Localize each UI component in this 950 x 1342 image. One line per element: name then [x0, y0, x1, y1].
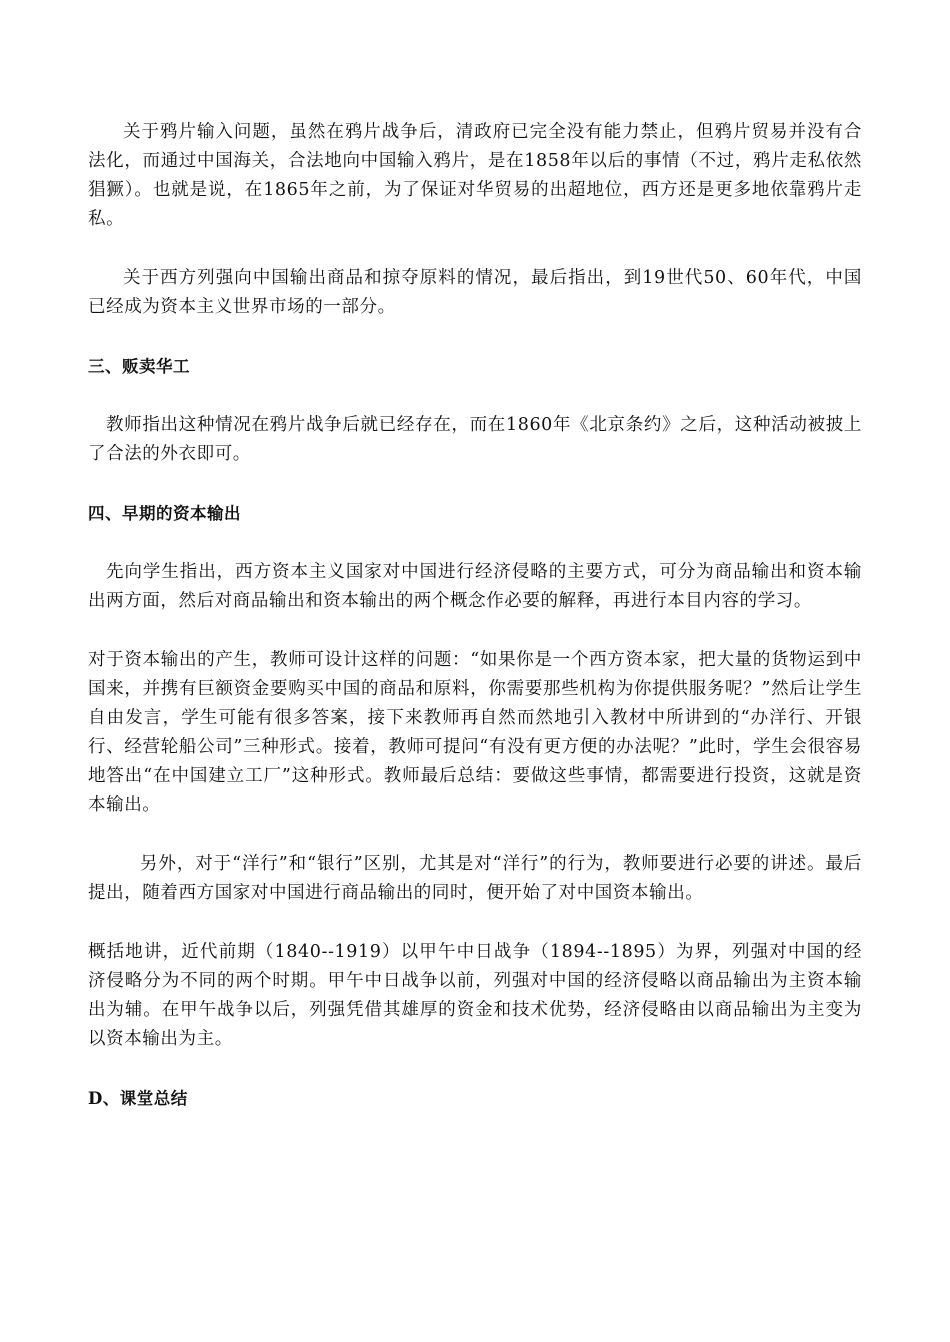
- paragraph-gap: [88, 234, 862, 264]
- paragraph-capital-export-question: 对于资本输出的产生，教师可设计这样的问题：“如果你是一个西方资本家，把大量的货物运到中国来，并携有巨额资金要购买中国的商品和原料，你需要那些机构为你提供服务呢？”然后让学生自由发言，学生可能有很多答案，接下来教师再自然而然地引入教材中所讲到的“办洋行、开银行、经营轮船公司”三种形式。接着，教师可提问“有没有更方便的办法呢？”此时，学生会很容易地答出“在中国建立工厂”这种形式。教师最后总结：要做这些事情，都需要进行投资，这就是资本输出。: [88, 650, 862, 815]
- paragraph-gap: [88, 908, 862, 938]
- document-body: [88, 118, 862, 1113]
- section-heading-capital-export: 四、早期的资本输出: [88, 504, 241, 523]
- paragraph-gap: [88, 322, 862, 352]
- paragraph-gap: [88, 820, 862, 850]
- paragraph-gap: [88, 1054, 862, 1084]
- section-heading-coolie-trade: 三、贩卖华工: [88, 357, 190, 376]
- paragraph-opium-import: 关于鸦片输入问题，虽然在鸦片战争后，清政府已完全没有能力禁止，但鸦片贸易并没有合法化，而通过中国海关，合法地向中国输入鸦片，是在1858年以后的事情（不过，鸦片走私依然猖獗）。也就是说，在1865年之前，为了保证对华贸易的出超地位，西方还是更多地依靠鸦片走私。: [88, 122, 862, 229]
- paragraph-foreign-firms-banks: 另外，对于“洋行”和“银行”区别，尤其是对“洋行”的行为，教师要进行必要的讲述。最后提出，随着西方国家对中国进行商品输出的同时，便开始了对中国资本输出。: [88, 854, 862, 903]
- paragraph-gap: [88, 616, 862, 646]
- paragraph-gap: [88, 528, 862, 558]
- section-heading-class-summary: D、课堂总结: [88, 1089, 188, 1108]
- paragraph-gap: [88, 381, 862, 411]
- paragraph-coolie-trade: 教师指出这种情况在鸦片战争后就已经存在，而在1860年《北京条约》之后，这种活动被披上了合法的外衣即可。: [88, 415, 862, 464]
- paragraph-summary-periods: 概括地讲，近代前期（1840--1919）以甲午中日战争（1894--1895）为界，列强对中国的经济侵略分为不同的两个时期。甲午中日战争以前，列强对中国的经济侵略以商品输出为主资本输出为辅。在甲午战争以后，列强凭借其雄厚的资金和技术优势，经济侵略由以商品输出为主变为以资本输出为主。: [88, 942, 862, 1049]
- paragraph-gap: [88, 469, 862, 499]
- paragraph-commodity-export: 关于西方列强向中国输出商品和掠夺原料的情况，最后指出，到19世代50、60年代，中国已经成为资本主义世界市场的一部分。: [88, 268, 862, 317]
- paragraph-capital-export-intro: 先向学生指出，西方资本主义国家对中国进行经济侵略的主要方式，可分为商品输出和资本输出两方面，然后对商品输出和资本输出的两个概念作必要的解释，再进行本目内容的学习。: [88, 562, 862, 611]
